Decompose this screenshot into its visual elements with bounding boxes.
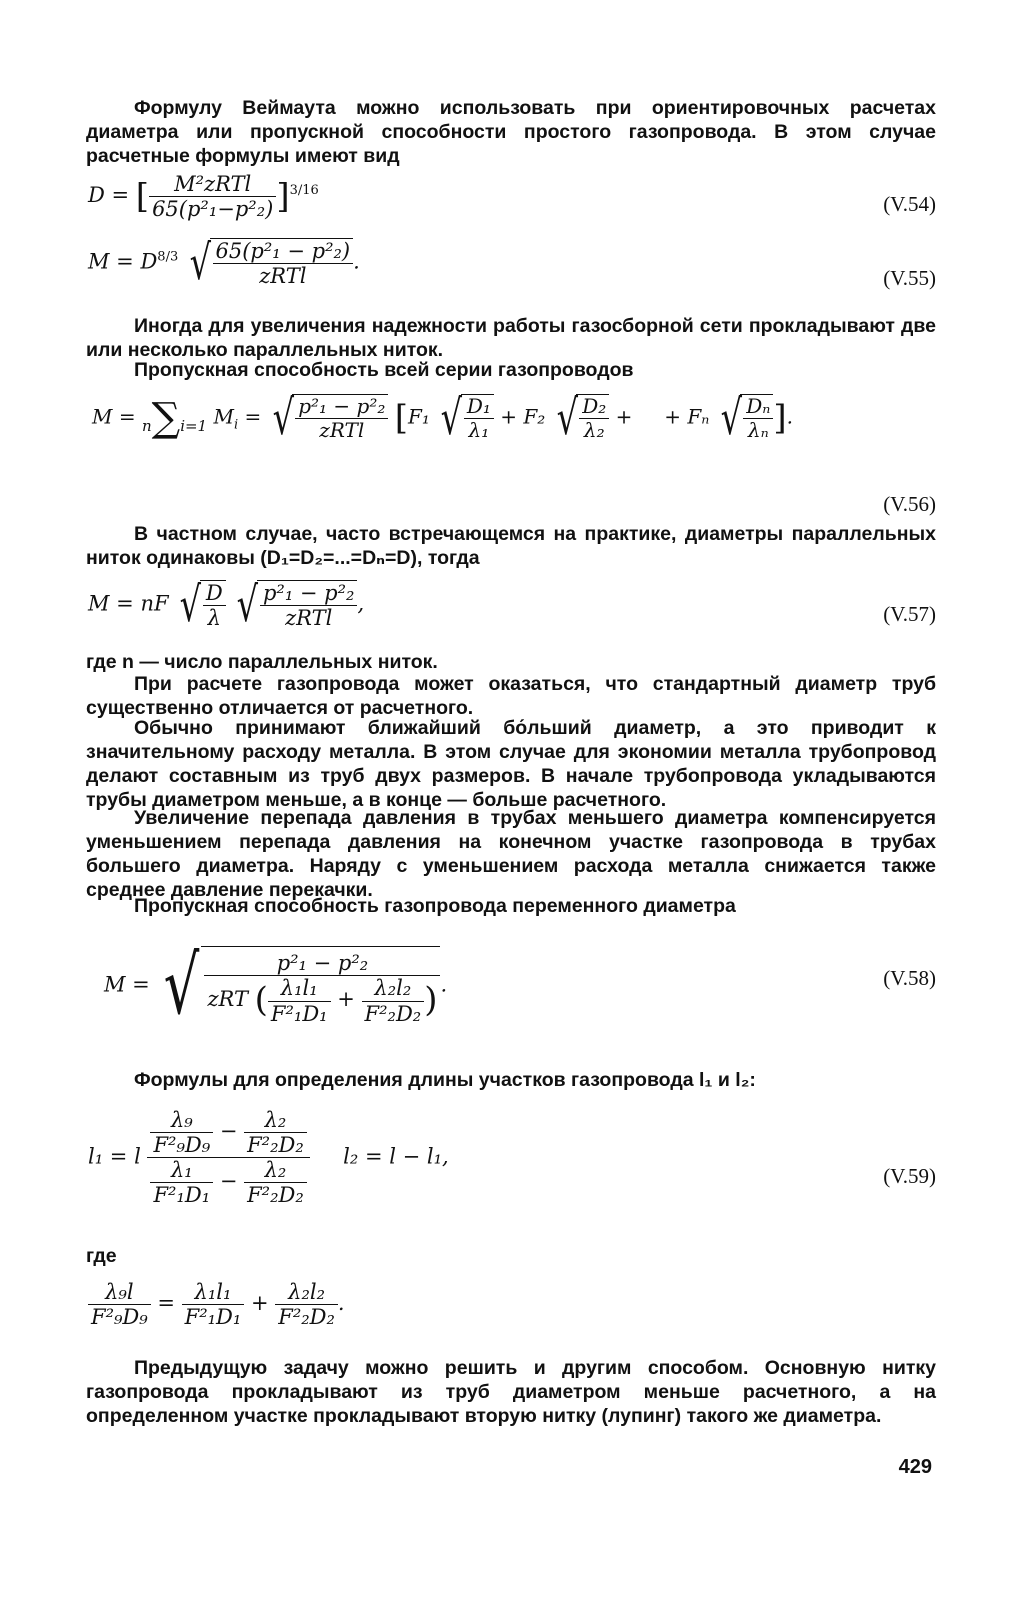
paragraph-special-case-text: В частном случае, часто встречающемся на практике, диаметры параллельных ниток одинаковы (D₁=D₂=...=Dₙ=D), тогда <box>86 523 936 569</box>
paragraph-where-n <box>86 650 936 674</box>
formula-v54: D = [ $\frac{\text{M²zRTl}}{\text{65(p²₁−p²₂)}}$ ]$^{3/16}$ <box>88 172 319 222</box>
page-number: 429 <box>898 1456 932 1478</box>
equation-number-v59: (V.59) <box>883 1164 936 1188</box>
paragraph-standard-diameter <box>86 672 936 720</box>
equation-number-v56: (V.56) <box>883 492 936 516</box>
paragraph-intro-text: Формулу Веймаута можно использовать при ориентировочных расчетах диаметра или пропускной способности простого газопровода. В этом случае расчетные формулы имеют вид <box>86 97 936 167</box>
paragraph-where-text: где <box>86 1245 117 1267</box>
paragraph-series <box>86 358 936 382</box>
paragraph-series-text: Пропускная способность всей серии газопроводов <box>134 359 634 381</box>
paragraph-where <box>86 1244 936 1268</box>
paragraph-parallel <box>86 314 936 362</box>
formula-v57: M = nF √ $\frac{D}{\lambda}$ √ $\frac{\text{p²₁ − p²₂}}{\text{zRTl}}$ , <box>88 577 365 634</box>
equation-number-v55: (V.55) <box>883 266 936 290</box>
paragraph-standard-diameter-text: При расчете газопровода может оказаться, что стандартный диаметр труб существенно отличается от расчетного. <box>86 673 936 719</box>
formula-lambda-equivalent: $\frac{\text{λ₉l}}{\text{F²₉D₉}}$ = $\frac{\text{λ₁l₁}}{\text{F²₁D₁}}$ + $\frac{\text{λ₂l₂}}{\text{F²₂D₂}}$ . <box>88 1280 345 1329</box>
formula-v59: l₁ = l $\frac{\text{λ₉}}{\text{F²₉D₉}}$ − $\frac{\text{λ₂}}{\text{F²₂D₂}}$ $\frac{\text{λ₁}}{\text{F²₁D₁}}$ − $\frac{\text{λ₂}}{\text{F²₂D₂}}$ l₂ = l − l₁, <box>88 1108 449 1208</box>
equation-number-v54: (V.54) <box>883 192 936 216</box>
formula-v55: $M = D^{8/3}$ √ $\frac{\text{65(p²₁ − p²₂)}}{\text{zRTl}}$ . <box>88 235 360 292</box>
formula-v56: M = n∑i=1 $M_i$ = √ $\frac{\text{p²₁ − p²₂}}{\text{zRTl}}$ [F₁ √ $\frac{\text{D₁}}{\text{λ₁}}$ + F₂ √ $\frac{\text{D₂}}{\text{λ₂}}$ + + Fₙ √ $\frac{\text{Dₙ}}{\text{λₙ}}$ ]. <box>92 390 794 446</box>
paragraph-variable-diameter <box>86 894 936 918</box>
paragraph-variable-diameter-text: Пропускная способность газопровода переменного диаметра <box>134 895 736 917</box>
paragraph-composite-text: Обычно принимают ближайший бо́льший диаметр, а это приводит к значительному расходу металла. В этом случае для экономии металла трубопровод делают составным из труб двух размеров. В начале трубопровода укладываются трубы диаметром меньше, а в конце — больше расчетного. <box>86 717 936 811</box>
paragraph-looping-text: Предыдущую задачу можно решить и другим способом. Основную нитку газопровода прокладывают из труб диаметром меньше расчетного, а на определенном участке прокладывают вторую нитку (лупинг) такого же диаметра. <box>86 1357 936 1427</box>
paragraph-special-case <box>86 522 936 570</box>
paragraph-looping <box>86 1356 936 1428</box>
paragraph-length-formulas-text: Формулы для определения длины участков газопровода l₁ и l₂: <box>134 1069 756 1091</box>
paragraph-pressure-text: Увеличение перепада давления в трубах меньшего диаметра компенсируется уменьшением перепада давления на конечном участке газопровода в трубах большего диаметра. Наряду с уменьшением расхода металла снижается также среднее давление перекачки. <box>86 807 936 901</box>
paragraph-length-formulas <box>86 1068 936 1092</box>
paragraph-where-n-text: где n — число параллельных ниток. <box>86 651 438 673</box>
equation-number-v58: (V.58) <box>883 966 936 990</box>
paragraph-intro <box>86 96 936 168</box>
paragraph-composite <box>86 716 936 812</box>
formula-v58: M = √ p²₁ − p²₂ zRT ( $\frac{\text{λ₁l₁}}{\text{F²₁D₁}}$ + $\frac{\text{λ₂l₂}}{\text{F²₂D₂}}$ ) . <box>104 939 448 1032</box>
equation-number-v57: (V.57) <box>883 602 936 626</box>
paragraph-pressure <box>86 806 936 902</box>
paragraph-parallel-text: Иногда для увеличения надежности работы газосборной сети прокладывают две или несколько параллельных ниток. <box>86 315 936 361</box>
